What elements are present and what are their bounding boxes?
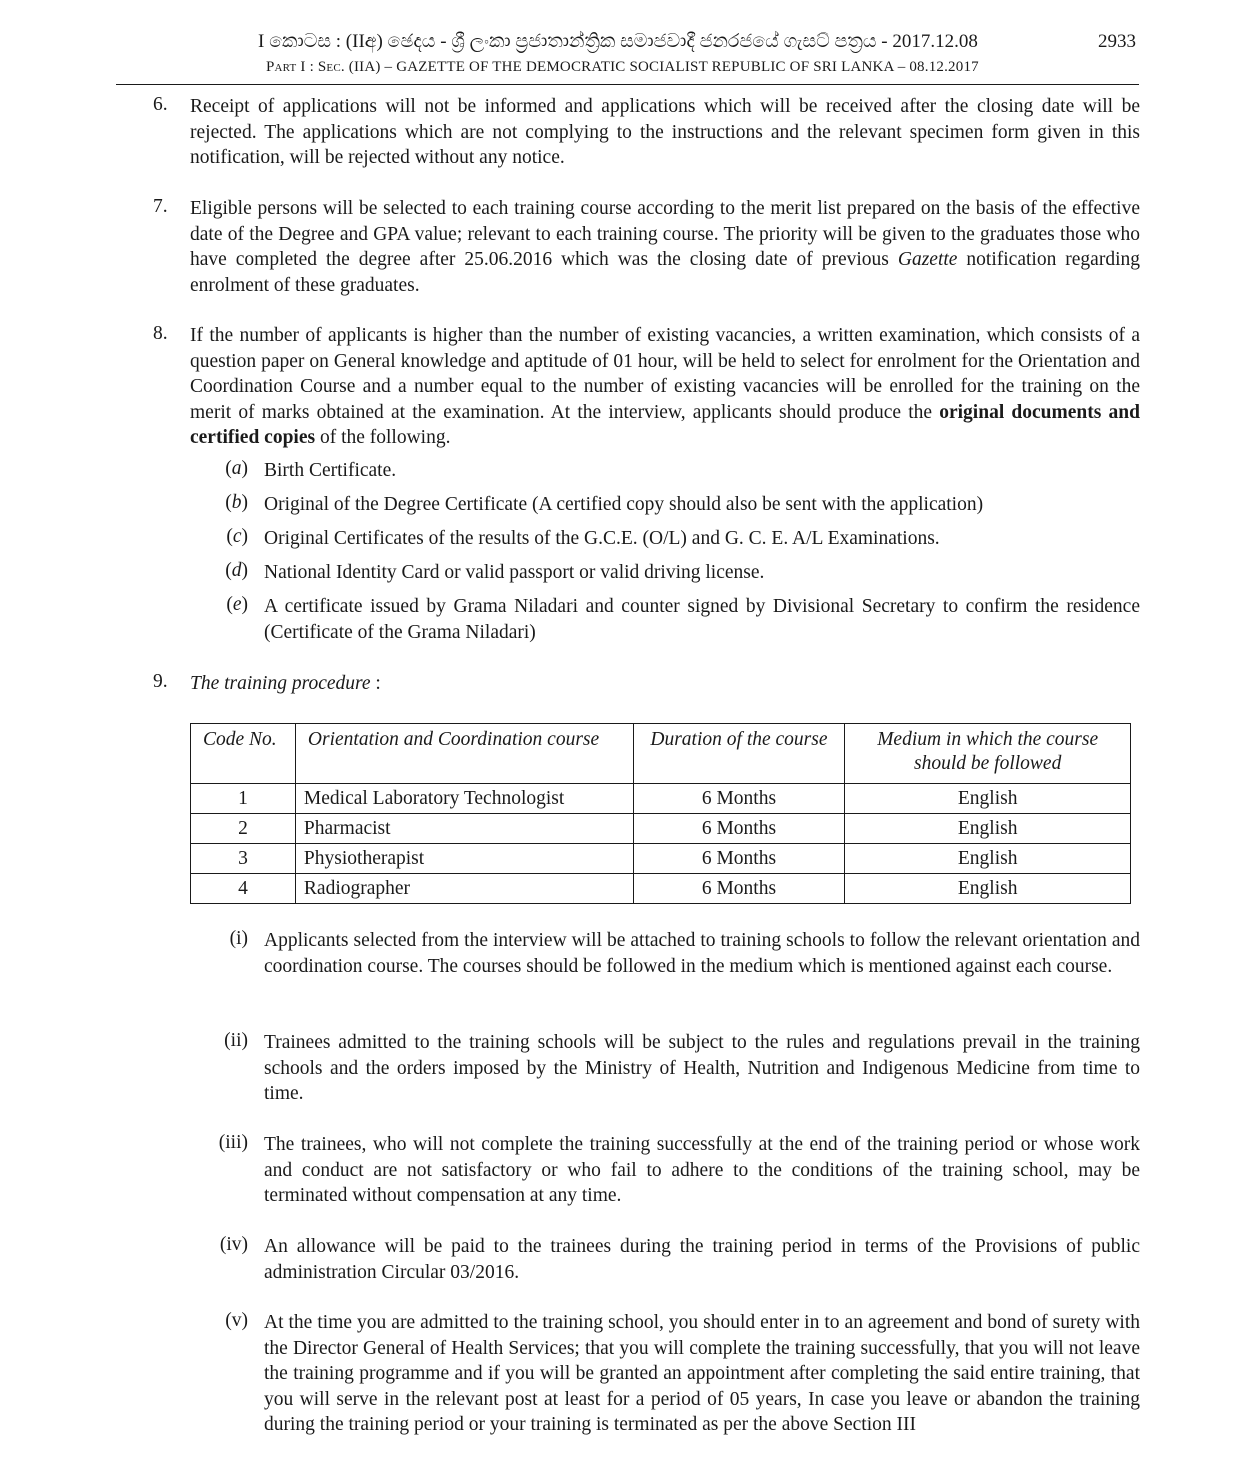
header-divider	[116, 84, 1139, 85]
table-cell-medium: English	[845, 844, 1131, 874]
table-cell-duration: 6 Months	[633, 814, 845, 844]
list-item	[150, 492, 1140, 518]
column-header: Orientation and Coordination course	[295, 724, 633, 784]
paragraph-text-part: If the number of applicants is higher than the number of existing vacancies, a written examination, which consists of a question paper on General knowledge and aptitude of 01 hour, will be held to select for enrolment for the Orientation and Coordination Course and a number equal to the number of existing vacancies will be enrolled for the training on the merit of marks obtained at the examination. At the interview, applicants should produce the	[190, 325, 1140, 423]
gazette-header	[0, 0, 1240, 86]
paragraph-6	[150, 94, 1140, 171]
paragraph-8	[150, 323, 1140, 451]
paragraph-number: 7.	[153, 196, 168, 217]
table-cell-duration: 6 Months	[633, 844, 845, 874]
list-item-text: The trainees, who will not complete the training successfully at the end of the training period or whose work and conduct are not satisfactory or who fail to adhere to the conditions of the training school, may be terminated without compensation at any time.	[264, 1134, 1140, 1206]
paragraph-number: 6.	[153, 94, 168, 115]
list-item-text: A certificate issued by Grama Niladari and counter signed by Divisional Secretary to confirm the residence (Certificate of the Grama Niladari)	[264, 596, 1140, 643]
list-item-label: (e)	[226, 594, 248, 615]
list-item-label: (ii)	[224, 1030, 248, 1051]
list-item-text: Original Certificates of the results of the G.C.E. (O/L) and G. C. E. A/L Examinations.	[264, 528, 940, 549]
list-item-label: (c)	[226, 526, 248, 547]
paragraph-text	[190, 323, 1140, 451]
header-part-label: Part I : Sec.	[266, 59, 345, 75]
table-cell-code: 2	[191, 814, 296, 844]
list-item	[150, 1132, 1140, 1209]
section-heading: The training procedure :	[190, 673, 381, 694]
list-item	[150, 928, 1140, 979]
bold-emphasis: original documents and certified copies	[190, 401, 1140, 448]
table-cell-course: Pharmacist	[295, 814, 633, 844]
paragraph-7	[150, 196, 1140, 298]
page-number: 2933	[1098, 31, 1136, 52]
list-item-label: (iii)	[218, 1132, 248, 1153]
list-item	[150, 458, 1140, 484]
paragraph-text-part: notification regarding enrolment of these graduates.	[190, 249, 1140, 296]
table-cell-medium: English	[845, 814, 1131, 844]
training-procedure-title: The training procedure	[190, 673, 371, 694]
table-header-row	[191, 724, 1131, 784]
table-cell-medium: English	[845, 784, 1131, 814]
header-english-line	[266, 59, 979, 76]
paragraph-text	[190, 196, 1140, 298]
table-cell-code: 4	[191, 874, 296, 904]
table-cell-course: Physiotherapist	[295, 844, 633, 874]
table-cell-medium: English	[845, 874, 1131, 904]
list-item-text: Original of the Degree Certificate (A certified copy should also be sent with the application)	[264, 494, 984, 515]
column-header: Code No.	[191, 724, 296, 784]
list-item	[150, 526, 1140, 552]
table-row	[191, 784, 1131, 814]
list-item-label: (d)	[225, 560, 248, 581]
table-row	[191, 814, 1131, 844]
header-english-title: (IIA) – GAZETTE OF THE DEMOCRATIC SOCIALIST REPUBLIC OF SRI LANKA – 08.12.2017	[348, 59, 979, 75]
list-item	[150, 1234, 1140, 1285]
list-item-label: (i)	[229, 928, 248, 949]
column-header: Duration of the course	[633, 724, 845, 784]
list-item-label: (a)	[225, 458, 248, 479]
table-row	[191, 874, 1131, 904]
list-item-label: (b)	[225, 492, 248, 513]
paragraph-text: Receipt of applications will not be informed and applications which will be received after the closing date will be rejected. The applications which are not complying to the instructions and the relevant specimen form given in this notification, will be rejected without any notice.	[190, 96, 1140, 168]
list-item-label: (iv)	[219, 1234, 248, 1255]
table-row	[191, 844, 1131, 874]
list-item-text: National Identity Card or valid passport or valid driving license.	[264, 562, 765, 583]
table-cell-duration: 6 Months	[633, 784, 845, 814]
list-item-text: At the time you are admitted to the training school, you should enter in to an agreement and bond of surety with the Director General of Health Services; that you will complete the training successfully, that you will not leave the training programme and if you will be granted an appointment after completing the said entire training, that you will serve in the relevant post at least for a period of 05 years, In case you leave or abandon the training during the training period or your training is terminated as per the above Section III	[264, 1312, 1140, 1435]
list-item-text: An allowance will be paid to the trainees during the training period in terms of the Provisions of public administration Circular 03/2016.	[264, 1236, 1140, 1283]
header-sinhala-line: I කොටස : (IIඅ) ඡෙදය - ශ්‍රී ලංකා ප්‍රජාතාන්ත්‍රික සමාජවාදී ජනරජයේ ගැසට් පත්‍රය - 2017.12.08	[258, 31, 978, 52]
paragraph-number: 9.	[153, 671, 168, 692]
list-item-text: Birth Certificate.	[264, 460, 397, 481]
list-item-text: Trainees admitted to the training schools will be subject to the rules and regulations prevail in the training schools and the orders imposed by the Ministry of Health, Nutrition and Indigenous Medicine from time to time.	[264, 1032, 1140, 1104]
paragraph-number: 8.	[153, 323, 168, 344]
list-item	[150, 1030, 1140, 1107]
list-item	[150, 1310, 1140, 1438]
column-header: Medium in which the course should be followed	[845, 724, 1131, 784]
paragraph-9	[150, 671, 1140, 697]
training-course-table	[190, 723, 1131, 904]
list-item-text: Applicants selected from the interview will be attached to training schools to follow the relevant orientation and coordination course. The courses should be followed in the medium which is mentioned against each course.	[264, 930, 1140, 977]
table-cell-duration: 6 Months	[633, 874, 845, 904]
table-cell-code: 1	[191, 784, 296, 814]
list-item-label: (v)	[225, 1310, 248, 1331]
paragraph-text-part: Eligible persons will be selected to each training course according to the merit list prepared on the basis of the effective date of the Degree and GPA value; relevant to each training course. The priority will be given to the graduates those who have completed the degree after 25.06.2016 which was the closing date of previous	[190, 198, 1140, 270]
list-item	[150, 560, 1140, 586]
paragraph-text-part: of the following.	[315, 427, 451, 448]
table-cell-course: Medical Laboratory Technologist	[295, 784, 633, 814]
table-cell-course: Radiographer	[295, 874, 633, 904]
gazette-italic-word: Gazette	[897, 249, 958, 270]
list-item	[150, 594, 1140, 645]
table-cell-code: 3	[191, 844, 296, 874]
